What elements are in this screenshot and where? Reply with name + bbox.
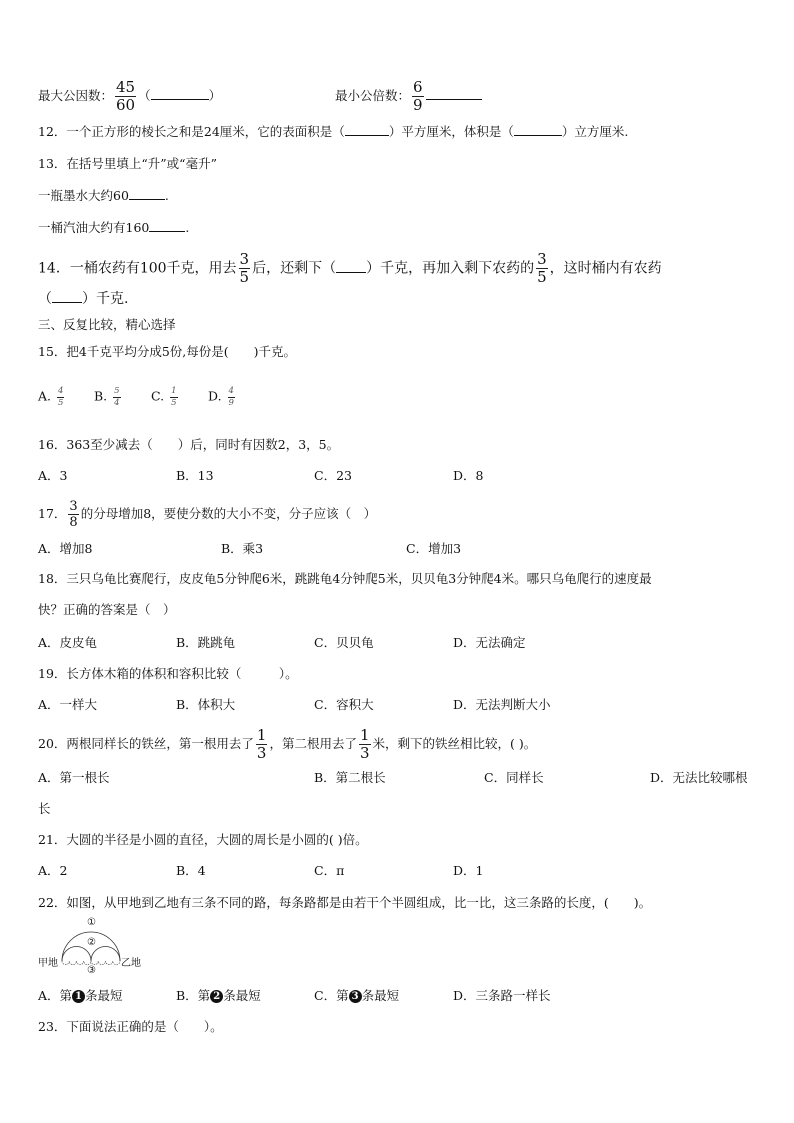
q17-num: 3: [69, 499, 78, 514]
q12-blank-area[interactable]: [345, 135, 389, 136]
path-figure: [38, 917, 148, 975]
q18-option-d[interactable]: D．无法确定: [453, 635, 526, 650]
q15-a-den: 5: [58, 397, 64, 408]
q15-option-d[interactable]: [208, 387, 237, 407]
q15-c-num: 1: [171, 386, 177, 396]
q20-num2: 1: [359, 726, 370, 744]
q17-option-b[interactable]: B．乘3: [221, 541, 264, 556]
q16-option-d[interactable]: D．8: [453, 468, 484, 483]
q14-num1: 3: [239, 250, 250, 268]
question-12: [38, 123, 628, 141]
q20-option-d[interactable]: D．无法比较哪根: [650, 770, 748, 785]
path-2-arcs: [62, 947, 120, 962]
q14-den1: 5: [239, 268, 250, 286]
lcm-answer-blank[interactable]: [426, 99, 482, 100]
q15-d-num: 4: [228, 386, 234, 396]
q15-d-label: D.: [208, 388, 222, 404]
lcm-denominator: 9: [413, 96, 423, 114]
q16-option-b[interactable]: B．13: [176, 468, 214, 483]
q15-b-label: B.: [94, 388, 108, 404]
q12-end: ）立方厘米.: [561, 124, 629, 139]
q15-d-den: 9: [228, 397, 234, 408]
question-16: 16．363至少减去（ ）后，同时有因数2，3，5。: [38, 437, 340, 452]
q13-a-text: 一瓶墨水大约60: [38, 188, 129, 203]
q12-text: 12．一个正方形的棱长之和是24厘米，它的表面积是（: [38, 124, 345, 139]
path-marker-3: ③: [87, 965, 96, 976]
q15-option-b[interactable]: [94, 387, 123, 407]
q15-option-a[interactable]: [38, 387, 66, 407]
q19-option-c[interactable]: C．容积大: [314, 697, 374, 712]
gcd-label: 最大公因数：: [38, 88, 114, 103]
q14-line-2: [38, 290, 128, 308]
q17-option-a[interactable]: A．增加8: [38, 541, 93, 556]
q16-option-a[interactable]: A．3: [38, 468, 68, 483]
q22-c-pre: C．第: [314, 988, 349, 1003]
q18-option-a[interactable]: A．皮皮龟: [38, 635, 98, 650]
q21-option-a[interactable]: A．2: [38, 863, 68, 878]
q13-b-end: .: [185, 220, 190, 235]
q21-option-b[interactable]: B．4: [176, 863, 206, 878]
question-22: 22．如图，从甲地到乙地有三条不同的路，每条路都是由若干个半圆组成，比一比，这三条路的长度，( )。: [38, 895, 652, 910]
q19-option-b[interactable]: B．体积大: [176, 697, 236, 712]
lcm-label: 最小公倍数：: [335, 88, 411, 103]
q15-a-num: 4: [58, 386, 64, 396]
gcd-denominator: 60: [116, 96, 136, 114]
q17-option-c[interactable]: C．增加3: [406, 541, 462, 556]
q20-p1: 20．两根同样长的铁丝，第一根用去了: [38, 736, 254, 751]
circled-number-1-icon: 1: [72, 990, 85, 1003]
q22-a-pre: A．第: [38, 988, 73, 1003]
q15-option-c[interactable]: [151, 387, 180, 407]
lcm-numerator: 6: [413, 78, 423, 96]
gcd-fraction: [115, 80, 136, 113]
question-17: [38, 500, 376, 529]
path-marker-1: ①: [87, 917, 96, 928]
q15-b-fraction: [113, 387, 120, 407]
end-point-label: 乙地: [121, 958, 141, 969]
q14-fraction-1: [239, 252, 251, 285]
q14-p2: 后，还剩下（: [252, 260, 337, 277]
q22-c-post: 条最短: [361, 988, 400, 1003]
q19-option-d[interactable]: D．无法判断大小: [453, 697, 551, 712]
q14-blank-2[interactable]: [52, 302, 82, 303]
q21-option-d[interactable]: D．1: [453, 863, 484, 878]
q14-p4: ，这时桶内有农药: [549, 260, 662, 277]
circled-number-3-icon: 3: [349, 990, 362, 1003]
q20-option-b[interactable]: B．第二根长: [314, 770, 386, 785]
question-21: 21．大圆的半径是小圆的直径，大圆的周长是小圆的( )倍。: [38, 832, 368, 847]
q18-option-c[interactable]: C．贝贝龟: [314, 635, 374, 650]
lcm-fraction: [412, 80, 424, 113]
q13-b-text: 一桶汽油大约有160: [38, 220, 150, 235]
gcd-numerator: 45: [116, 78, 136, 96]
q12-blank-volume[interactable]: [514, 135, 562, 136]
q22-option-d[interactable]: D．三条路一样长: [453, 988, 551, 1003]
q20-p2: ，第二根用去了: [269, 736, 357, 751]
q22-option-c[interactable]: [314, 987, 399, 1005]
question-23: 23．下面说法正确的是（ ）。: [38, 1019, 223, 1034]
question-15: 15．把4千克平均分成5份,每份是( )千克。: [38, 344, 297, 359]
q17-fraction: [68, 500, 78, 529]
q15-c-label: C.: [151, 388, 165, 404]
question-13: 13．在括号里填上“升”或“毫升”: [38, 156, 217, 171]
q14-p1: 14．一桶农药有100千克，用去: [38, 260, 237, 277]
q13-a-blank[interactable]: [129, 199, 165, 200]
q20-p3: 米，剩下的铁丝相比较，( )。: [372, 736, 537, 751]
q22-b-pre: B．第: [176, 988, 211, 1003]
q20-option-a[interactable]: A．第一根长: [38, 770, 110, 785]
q14-l2-open: （: [38, 291, 52, 307]
start-point-label: 甲地: [38, 958, 58, 969]
q17-text: 的分母增加8，要使分数的大小不变，分子应该（ ）: [80, 506, 377, 521]
q18-option-b[interactable]: B．跳跳龟: [176, 635, 236, 650]
q15-a-fraction: [57, 387, 64, 407]
q14-l2-end: ）千克.: [82, 291, 129, 307]
q15-c-fraction: [170, 387, 177, 407]
question-20: [38, 728, 536, 761]
section-title-3: 三、反复比较，精心选择: [38, 317, 176, 332]
question-18-line-2: 快？正确的答案是（ ）: [38, 602, 176, 617]
q22-b-post: 条最短: [223, 988, 261, 1003]
q14-num2: 3: [537, 250, 547, 268]
gcd-close-paren: ）: [208, 88, 222, 103]
q13-a-end: .: [164, 188, 169, 203]
q20-den1: 3: [256, 744, 267, 762]
q17-number: 17．: [38, 506, 67, 521]
q20-option-c[interactable]: C．同样长: [484, 770, 544, 785]
q20-den2: 3: [359, 744, 370, 762]
lcm-line: [335, 80, 482, 113]
q21-option-c[interactable]: C．π: [314, 863, 345, 878]
q20-option-d-wrap: 长: [38, 801, 51, 816]
q13-item-b: [38, 219, 189, 237]
q15-a-label: A.: [38, 388, 52, 404]
circled-number-2-icon: 2: [210, 990, 223, 1003]
q15-c-den: 5: [171, 397, 177, 408]
gcd-answer-blank[interactable]: [151, 99, 209, 100]
question-19: 19．长方体木箱的体积和容积比较（ ）。: [38, 666, 298, 681]
q15-d-fraction: [228, 387, 235, 407]
question-14: [38, 252, 662, 285]
q14-fraction-2: [536, 252, 548, 285]
q20-fraction-1: [256, 728, 268, 761]
path-marker-2: ②: [87, 937, 96, 948]
gcd-line: [38, 80, 221, 113]
q22-option-a[interactable]: [38, 987, 123, 1005]
q22-a-post: 条最短: [85, 988, 123, 1003]
question-18-line-1: 18．三只乌龟比赛爬行，皮皮龟5分钟爬6米，跳跳龟4分钟爬5米，贝贝龟3分钟爬4米。哪只乌龟爬行的速度最: [38, 571, 652, 586]
q17-den: 8: [69, 515, 78, 530]
q16-option-c[interactable]: C．23: [314, 468, 352, 483]
q12-mid: ）平方厘米，体积是（: [388, 124, 514, 139]
q20-num1: 1: [256, 726, 267, 744]
q14-blank-1[interactable]: [336, 272, 366, 273]
q19-option-a[interactable]: A．一样大: [38, 697, 98, 712]
q15-b-den: 4: [114, 397, 120, 408]
q13-b-blank[interactable]: [149, 231, 185, 232]
gcd-open-paren: （: [138, 88, 151, 103]
q14-p3: ）千克，再加入剩下农药的: [366, 260, 535, 277]
q14-den2: 5: [537, 268, 547, 286]
q13-item-a: [38, 187, 169, 205]
q20-fraction-2: [359, 728, 371, 761]
q22-option-b[interactable]: [176, 987, 261, 1005]
q15-b-num: 5: [114, 386, 120, 396]
